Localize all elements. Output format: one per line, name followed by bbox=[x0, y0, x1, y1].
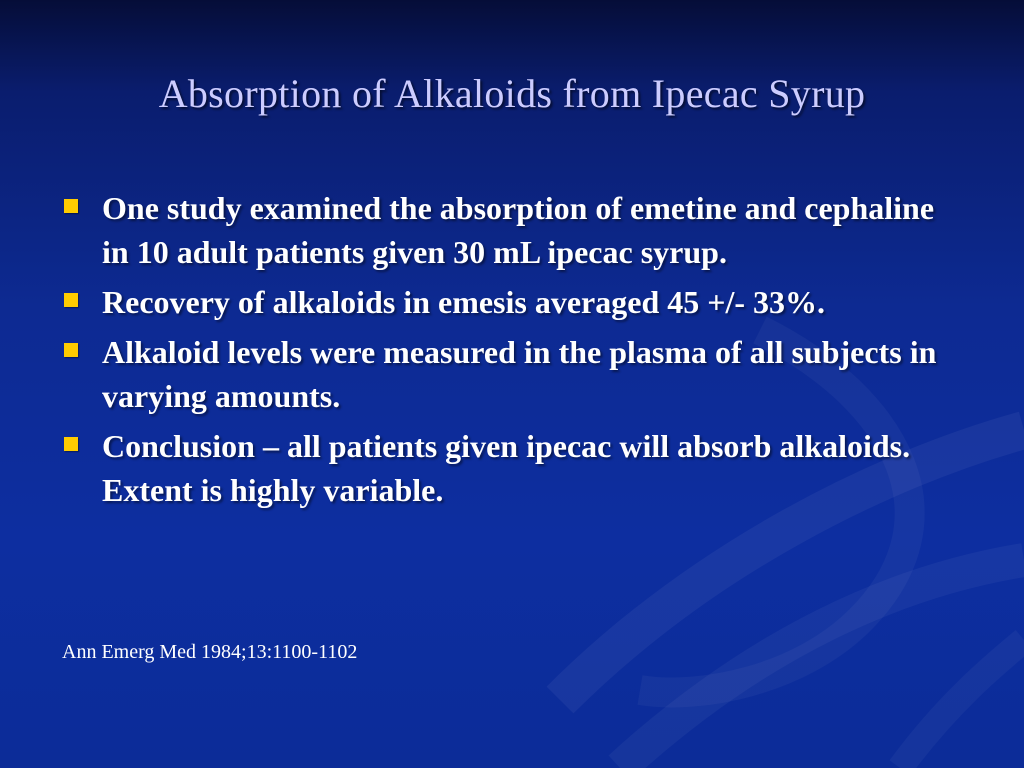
bullet-item bbox=[60, 424, 960, 512]
square-bullet-icon bbox=[64, 437, 78, 451]
bullet-text: Recovery of alkaloids in emesis averaged 45 +/- 33%. bbox=[102, 284, 826, 320]
bullet-item bbox=[60, 186, 960, 274]
square-bullet-icon bbox=[64, 343, 78, 357]
bullet-text: Alkaloid levels were measured in the plasma of all subjects in varying amounts. bbox=[102, 334, 937, 414]
bullet-item bbox=[60, 280, 960, 324]
slide-title: Absorption of Alkaloids from Ipecac Syrup bbox=[158, 71, 866, 116]
square-bullet-icon bbox=[64, 293, 78, 307]
citation: Ann Emerg Med 1984;13:1100-1102 bbox=[62, 641, 358, 663]
bullet-text: Conclusion – all patients given ipecac will absorb alkaloids. Extent is highly variable. bbox=[102, 428, 911, 508]
bullet-text: One study examined the absorption of emetine and cephaline in 10 adult patients given 30 mL ipecac syrup. bbox=[102, 190, 935, 270]
bullet-item bbox=[60, 330, 960, 418]
bullet-list bbox=[60, 186, 960, 518]
square-bullet-icon bbox=[64, 199, 78, 213]
